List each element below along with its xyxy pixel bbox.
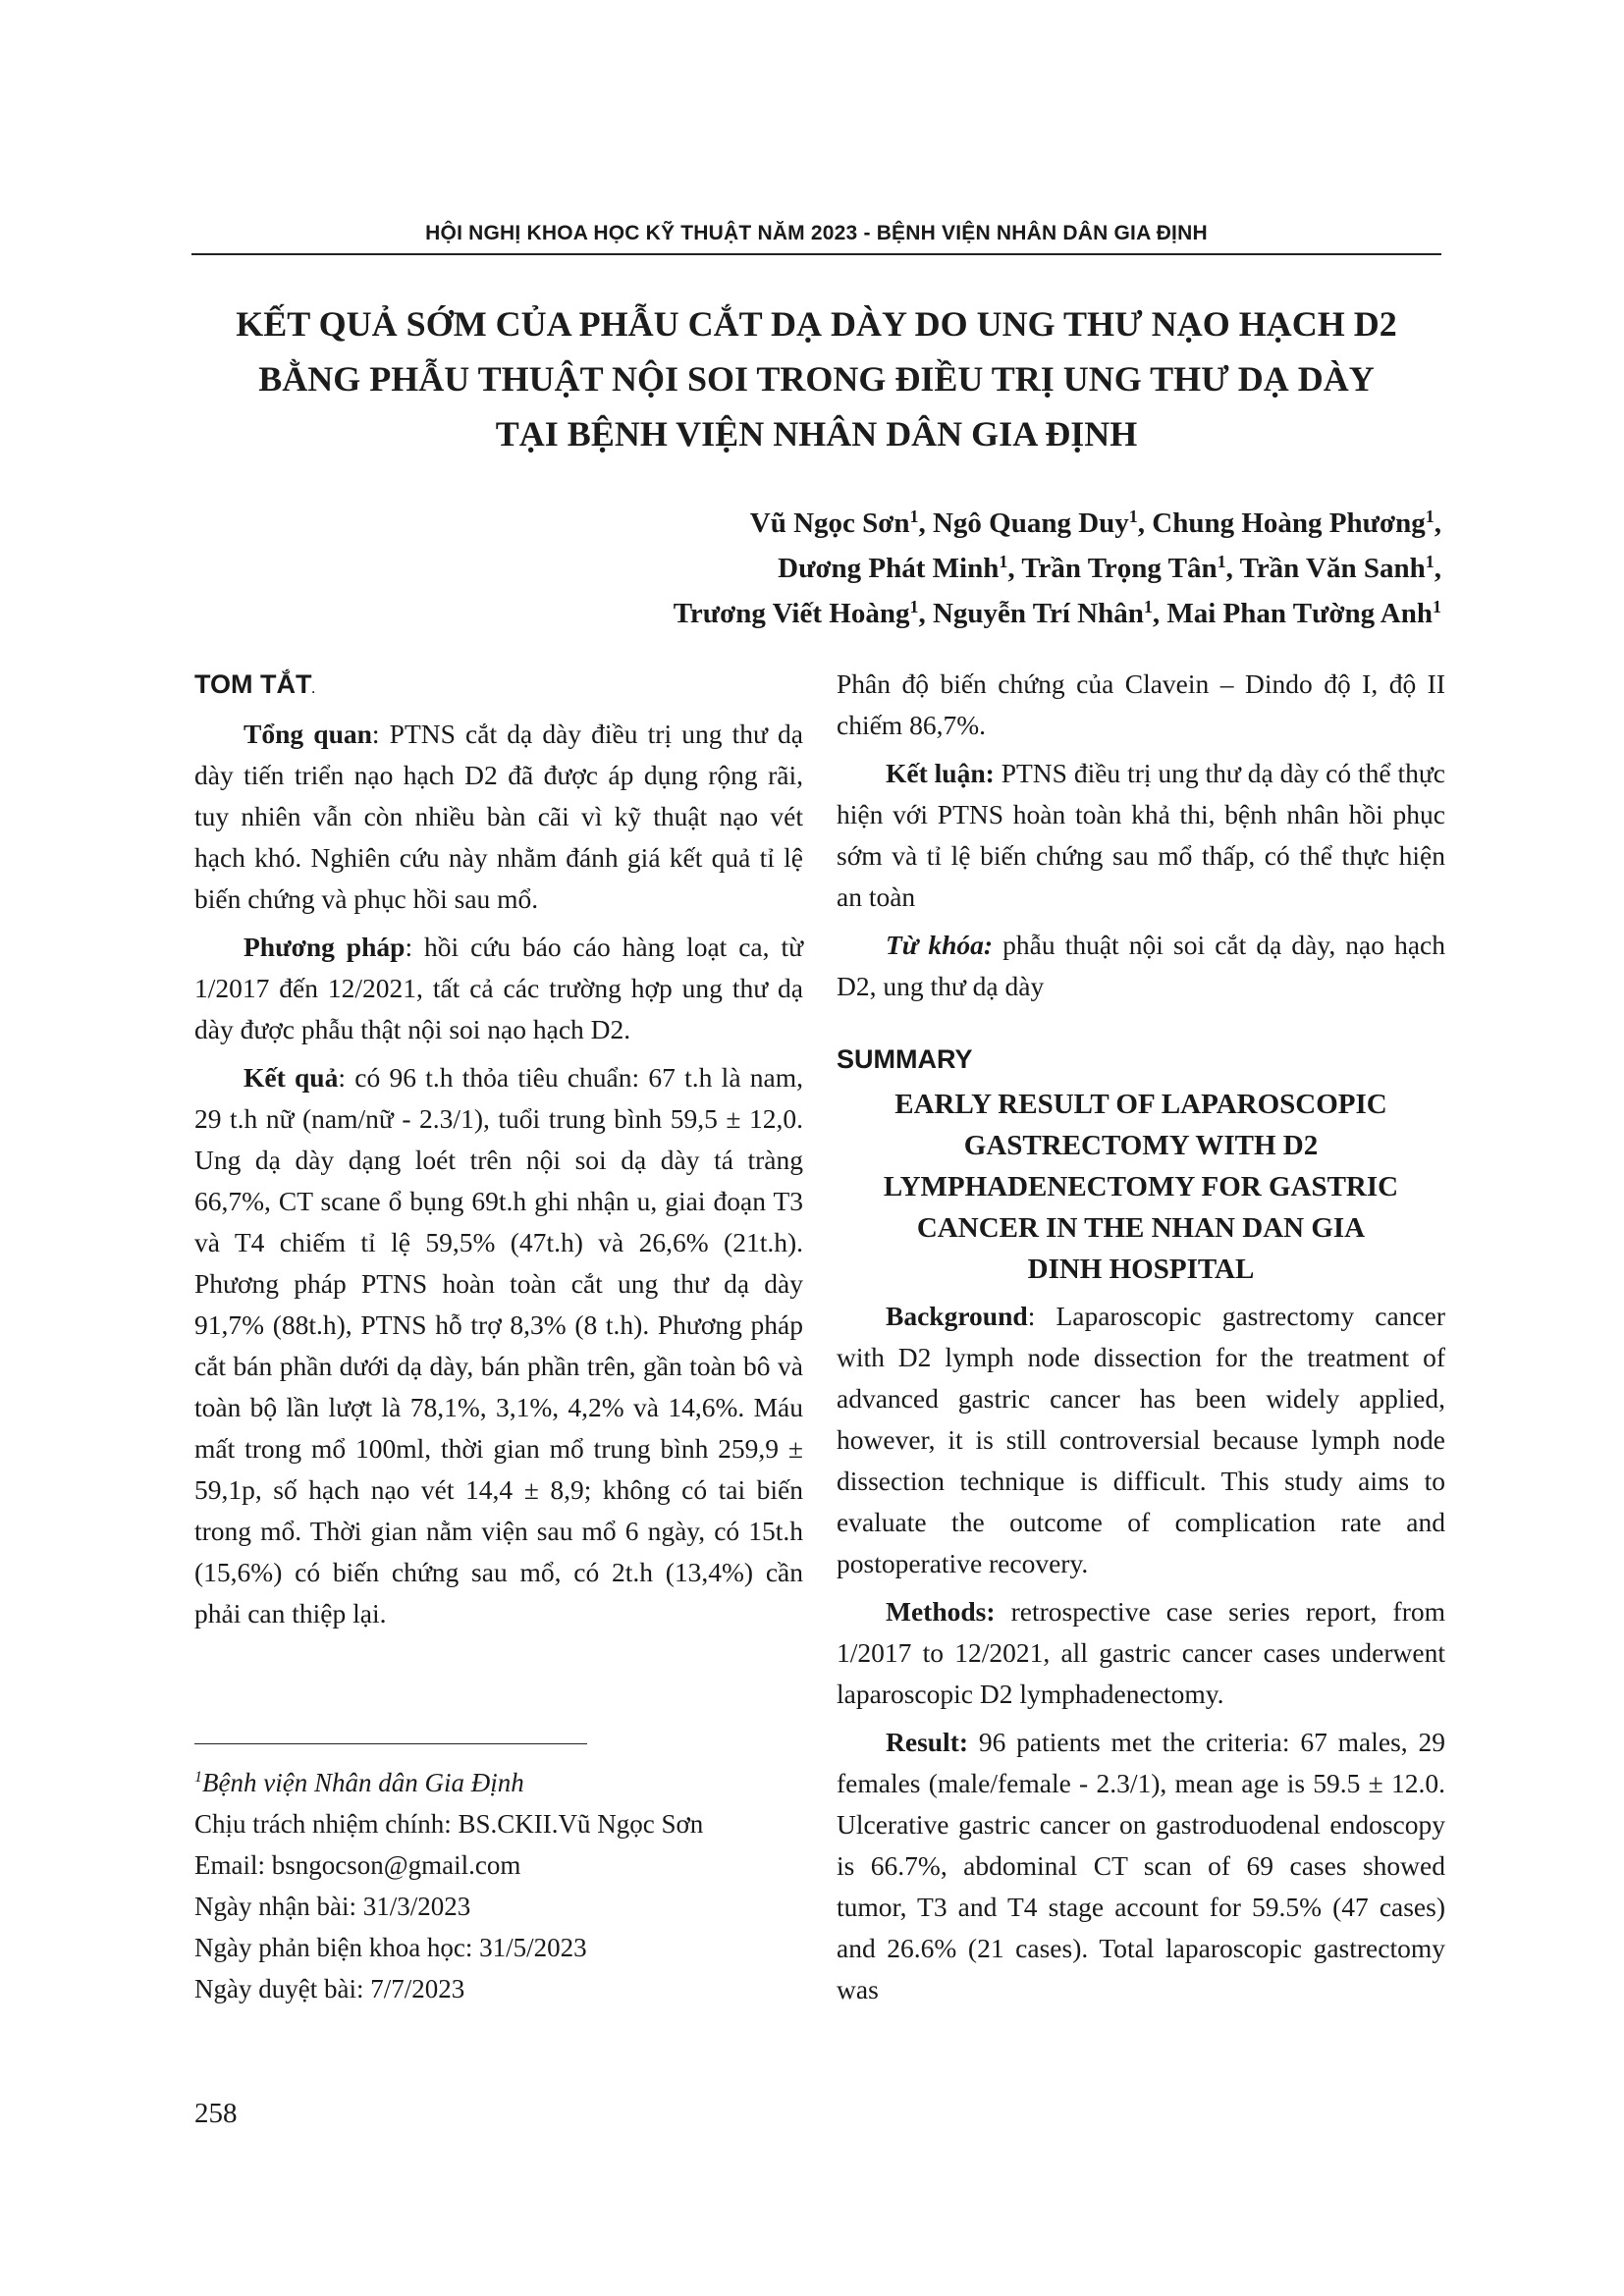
author-line bbox=[674, 546, 1441, 591]
abstract-heading-dot: . bbox=[311, 682, 315, 696]
conclusion-text: PTNS điều trị ung thư dạ dày có thể thực hiện với PTNS hoàn toàn khả thi, bệnh nhân hồi phục sớm và tỉ lệ biến chứng sau mổ thấp, có thể thực hiện an toàn bbox=[837, 758, 1446, 912]
keywords-label: Từ khóa: bbox=[886, 930, 994, 960]
footnote-affiliation bbox=[194, 1762, 803, 1803]
conclusion-label: Kết luận: bbox=[886, 758, 995, 788]
author-name: Trương Viết Hoàng bbox=[673, 598, 910, 629]
footnote-rule bbox=[194, 1743, 587, 1744]
affiliation-mark: 1 bbox=[1433, 597, 1441, 616]
affiliation-mark: 1 bbox=[999, 552, 1008, 571]
summary-title-line: GASTRECTOMY WITH D2 bbox=[963, 1130, 1319, 1161]
keywords-text: phẫu thuật nội soi cắt dạ dày, nạo hạch D2, ung thư dạ dày bbox=[837, 930, 1445, 1001]
footnote-received: Ngày nhận bài: 31/3/2023 bbox=[194, 1892, 471, 1921]
methods-label: Methods: bbox=[886, 1596, 996, 1627]
result-en-text: 96 patients met the criteria: 67 males, 29 females (male/female - 2.3/1), mean age is 59.5 ± 12.0. Ulcerative gastric cancer on gastroduodenal endoscopy is 66.7%, abdominal CT scan of 69 cases showed tumor, T3 and T4 stage account for 59.5% (47 cases) and 26.6% (21 cases). Total laparoscopic gastrectomy was bbox=[837, 1727, 1445, 2004]
affiliation-mark: 1 bbox=[909, 507, 919, 526]
running-header: HỘI NGHỊ KHOA HỌC KỸ THUẬT NĂM 2023 - BỆNH VIỆN NHÂN DÂN GIA ĐỊNH bbox=[425, 222, 1208, 244]
affiliation-mark: 1 bbox=[1425, 507, 1435, 526]
author-separator: , bbox=[918, 598, 933, 629]
result-continuation: Phân độ biến chứng của Clavein – Dindo độ I, độ II chiếm 86,7%. bbox=[837, 668, 1445, 740]
result-en-label: Result: bbox=[886, 1727, 969, 1757]
summary-title-line: CANCER IN THE NHAN DAN GIA bbox=[916, 1212, 1366, 1244]
author-line bbox=[674, 591, 1441, 636]
footnote-email: Email: bsngocson@gmail.com bbox=[194, 1850, 521, 1880]
affiliation-mark: 1 bbox=[1128, 507, 1138, 526]
page-number: 258 bbox=[194, 2098, 238, 2129]
author-name: Chung Hoàng Phương bbox=[1152, 507, 1426, 539]
author-separator: , bbox=[1152, 598, 1167, 629]
result-text: : có 96 t.h thỏa tiêu chuẩn: 67 t.h là nam, 29 t.h nữ (nam/nữ - 2.3/1), tuổi trung bình 59,5 ± 12,0. Ung dạ dày dạng loét trên nội soi dạ dày tá tràng 66,7%, CT scane ổ bụng 69t.h ghi nhận u, giai đoạn T3 và T4 chiếm tỉ lệ 59,5% (47t.h) và 26,6% (21t.h). Phương pháp PTNS hoàn toàn cắt ung thư dạ dày 91,7% (88t.h), PTNS hỗ trợ 8,3% (8 t.h). Phương pháp cắt bán phần dưới dạ dày, bán phần trên, gần toàn bô và toàn bộ lần lượt là 78,1%, 3,1%, 4,2% và 14,6%. Máu mất trong mổ 100ml, thời gian mổ trung bình 259,9 ± 59,1p, số hạch nạo vét 14,4 ± 8,9; không có tai biến trong mổ. Thời gian nằm viện sau mổ 6 ngày, có 15t.h (15,6%) có biến chứng sau mổ, có 2t.h (13,4%) cần phải can thiệp lại. bbox=[194, 1062, 803, 1629]
affiliation-mark: 1 bbox=[1425, 552, 1435, 571]
overview-text: : PTNS cắt dạ dày điều trị ung thư dạ dày tiến triển nạo hạch D2 đã được áp dụng rộng rãi, tuy nhiên vẫn còn nhiều bàn cãi vì kỹ thuật nạo vét hạch khó. Nghiên cứu này nhằm đánh giá kết quả tỉ lệ biến chứng và phục hồi sau mổ. bbox=[194, 719, 803, 914]
affiliation-mark: 1 bbox=[909, 597, 919, 616]
author-name: Vũ Ngọc Sơn bbox=[749, 507, 910, 539]
overview-label: Tổng quan bbox=[244, 719, 372, 749]
keywords-paragraph bbox=[837, 925, 1445, 1007]
author-name: Trần Văn Sanh bbox=[1239, 553, 1426, 584]
author-name: Nguyễn Trí Nhân bbox=[932, 598, 1144, 629]
background-text: : Laparoscopic gastrectomy cancer with D2 lymph node dissection for the treatment of advanced gastric cancer has been widely applied, however, it is still controversial because lymph node dissection technique is difficult. This study aims to evaluate the outcome of complication rate and postoperative recovery. bbox=[837, 1301, 1445, 1578]
author-name: Mai Phan Tường Anh bbox=[1166, 598, 1433, 629]
author-separator: , bbox=[1434, 553, 1441, 584]
methods-text: retrospective case series report, from 1/2017 to 12/2021, all gastric cancer cases underwent laparoscopic D2 lymphadenectomy. bbox=[837, 1596, 1445, 1709]
method-label: Phương pháp bbox=[244, 932, 406, 962]
article-title bbox=[191, 296, 1441, 461]
affiliation-mark: 1 bbox=[194, 1769, 202, 1786]
affiliation-text: Bệnh viện Nhân dân Gia Định bbox=[202, 1768, 524, 1797]
affiliation-mark: 1 bbox=[1143, 597, 1153, 616]
author-name: Dương Phát Minh bbox=[778, 553, 1000, 584]
method-text: : hồi cứu báo cáo hàng loạt ca, từ 1/2017 đến 12/2021, tất cả các trường hợp ung thư dạ dày được phẫu thật nội soi nạo hạch D2. bbox=[194, 932, 803, 1044]
summary-title-line: DINH HOSPITAL bbox=[1027, 1254, 1255, 1285]
title-line: TẠI BỆNH VIỆN NHÂN DÂN GIA ĐỊNH bbox=[495, 414, 1138, 454]
summary-title bbox=[837, 1084, 1445, 1290]
conclusion-paragraph bbox=[837, 753, 1445, 918]
header-rule bbox=[191, 253, 1441, 255]
author-list bbox=[674, 501, 1441, 636]
result-label: Kết quả bbox=[244, 1062, 339, 1093]
author-separator: , bbox=[1434, 507, 1441, 539]
author-separator: , bbox=[918, 507, 933, 539]
summary-title-line: LYMPHADENECTOMY FOR GASTRIC bbox=[883, 1171, 1399, 1202]
footnote-reviewed: Ngày phản biện khoa học: 31/5/2023 bbox=[194, 1933, 587, 1962]
methods-paragraph bbox=[837, 1591, 1445, 1715]
overview-paragraph bbox=[194, 714, 803, 920]
title-line: KẾT QUẢ SỚM CỦA PHẪU CẮT DẠ DÀY DO UNG THƯ NẠO HẠCH D2 bbox=[236, 304, 1397, 344]
summary-title-line: EARLY RESULT OF LAPAROSCOPIC bbox=[894, 1089, 1387, 1120]
summary-heading: SUMMARY bbox=[837, 1044, 973, 1074]
author-line bbox=[674, 501, 1441, 546]
result-paragraph bbox=[194, 1057, 803, 1634]
footnotes bbox=[194, 1762, 803, 2009]
result-en-paragraph bbox=[837, 1722, 1445, 2010]
background-paragraph bbox=[837, 1296, 1445, 1584]
author-separator: , bbox=[1225, 553, 1240, 584]
title-line: BẰNG PHẪU THUẬT NỘI SOI TRONG ĐIỀU TRỊ UNG THƯ DẠ DÀY bbox=[258, 359, 1375, 399]
abstract-heading-text: TOM TẮT bbox=[194, 669, 312, 699]
abstract-vietnamese bbox=[194, 664, 803, 1641]
abstract-heading bbox=[194, 664, 803, 710]
footnote-accepted: Ngày duyệt bài: 7/7/2023 bbox=[194, 1974, 465, 2003]
method-paragraph bbox=[194, 927, 803, 1050]
affiliation-mark: 1 bbox=[1217, 552, 1226, 571]
footnote-corresponding: Chịu trách nhiệm chính: BS.CKII.Vũ Ngọc Sơn bbox=[194, 1809, 704, 1839]
abstract-english-column bbox=[837, 664, 1445, 2017]
author-separator: , bbox=[1137, 507, 1153, 539]
background-label: Background bbox=[886, 1301, 1028, 1331]
author-name: Ngô Quang Duy bbox=[932, 507, 1129, 539]
author-name: Trần Trọng Tân bbox=[1021, 553, 1218, 584]
author-separator: , bbox=[1007, 553, 1022, 584]
